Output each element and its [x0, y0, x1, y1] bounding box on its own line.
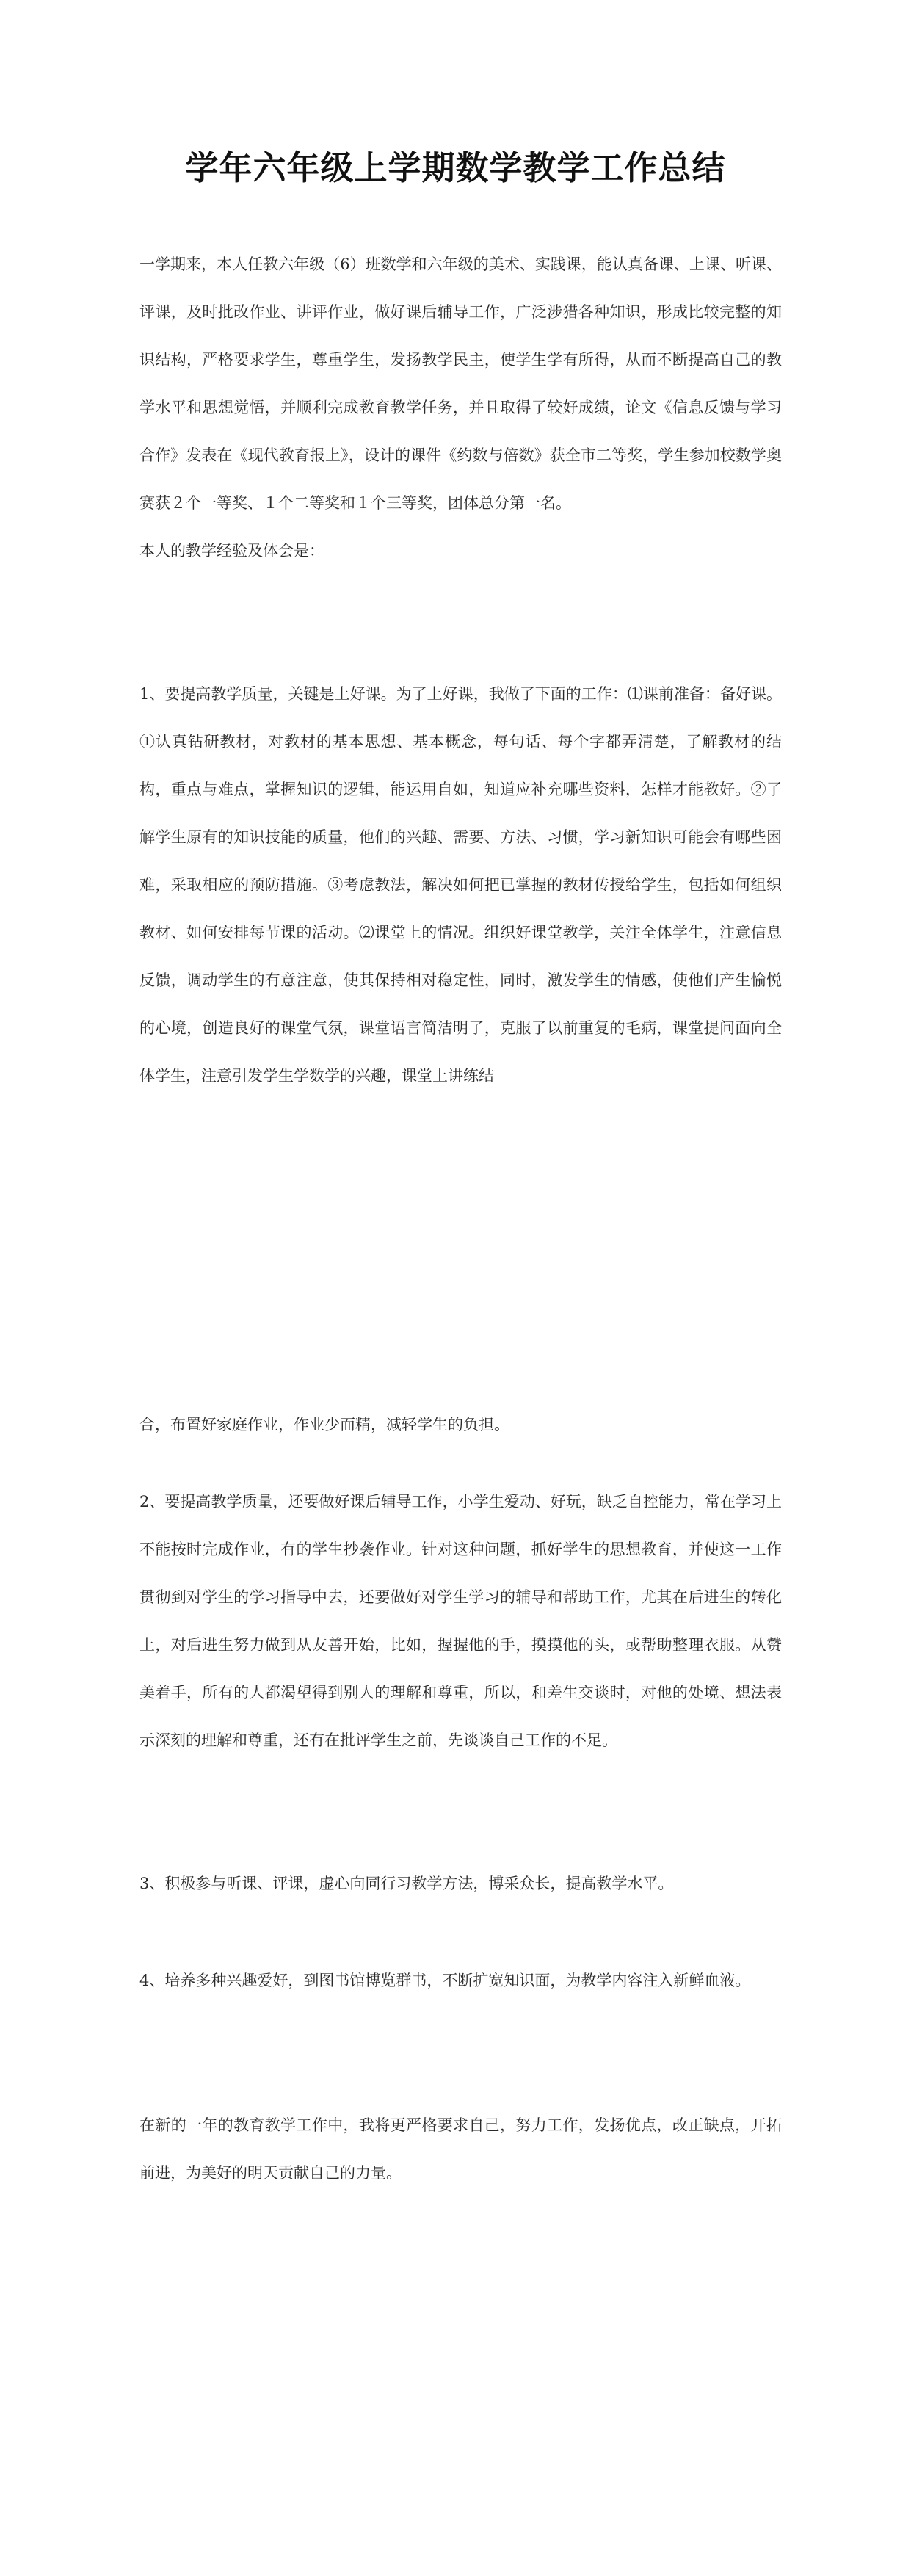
conclusion-text: 在新的一年的教育教学工作中，我将更严格要求自己，努力工作，发扬优点，改正缺点，开拓前进，为美好的明天贡献自己的力量。	[139, 2116, 782, 2182]
conclusion-paragraph	[139, 2102, 782, 2197]
point-2-text: 2、要提高教学质量，还要做好课后辅导工作，小学生爱动、好玩，缺乏自控能力，常在学习上不能按时完成作业，有的学生抄袭作业。针对这种问题，抓好学生的思想教育，并使这一工作贯彻到对学生的学习指导中去，还要做好对学生学习的辅导和帮助工作，尤其在后进生的转化上，对后进生努力做到从友善开始，比如，握握他的手，摸摸他的头，或帮助整理衣服。从赞美着手，所有的人都渴望得到别人的理解和尊重，所以，和差生交谈时，对他的处境、想法表示深刻的理解和尊重，还有在批评学生之前，先谈谈自己工作的不足。	[139, 1493, 782, 1749]
document-title: 学年六年级上学期数学教学工作总结	[185, 148, 726, 188]
point-3-text: 3、积极参与听课、评课，虚心向同行习教学方法，博采众长，提高教学水平。	[139, 1875, 674, 1892]
point-2-paragraph	[139, 1478, 782, 1765]
point-1-paragraph	[139, 670, 782, 1100]
intro-text: 一学期来，本人任教六年级（6）班数学和六年级的美术、实践课，能认真备课、上课、听课、评课，及时批改作业、讲评作业，做好课后辅导工作，广泛涉猎各种知识，形成比较完整的知识结构，严格要求学生，尊重学生，发扬教学民主，使学生学有所得，从而不断提高自己的教学水平和思想觉悟，并顺利完成教育教学任务，并且取得了较好成绩，论文《信息反馈与学习合作》发表在《现代教育报上》，设计的课件《约数与倍数》获全市二等奖，学生参加校数学奥赛获２个一等奖、１个二等奖和１个三等奖，团体总分第一名。	[139, 256, 782, 512]
point-1-continuation-text: 合，布置好家庭作业，作业少而精，减轻学生的负担。	[139, 1416, 509, 1433]
point-1-text: 1、要提高教学质量，关键是上好课。为了上好课，我做了下面的工作：⑴课前准备：备好课。①认真钻研教材，对教材的基本思想、基本概念，每句话、每个字都弄清楚，了解教材的结构，重点与难点，掌握知识的逻辑，能运用自如，知道应补充哪些资料，怎样才能教好。②了解学生原有的知识技能的质量，他们的兴趣、需要、方法、习惯，学习新知识可能会有哪些困难，采取相应的预防措施。③考虑教法，解决如何把已掌握的教材传授给学生，包括如何组织教材、如何安排每节课的活动。⑵课堂上的情况。组织好课堂教学，关注全体学生，注意信息反馈，调动学生的有意注意，使其保持相对稳定性，同时，激发学生的情感，使他们产生愉悦的心境，创造良好的课堂气氛，课堂语言简洁明了，克服了以前重复的毛病，课堂提问面向全体学生，注意引发学生学数学的兴趣，课堂上讲练结	[139, 685, 782, 1085]
experience-heading: 本人的教学经验及体会是：	[139, 542, 324, 560]
point-1-continuation	[139, 1401, 782, 1449]
point-3-paragraph	[139, 1860, 782, 1908]
point-4-text: 4、培养多种兴趣爱好，到图书馆博览群书，不断扩宽知识面，为教学内容注入新鲜血液。	[139, 1972, 751, 1989]
point-4-paragraph	[139, 1957, 782, 2005]
intro-paragraph	[139, 241, 782, 575]
